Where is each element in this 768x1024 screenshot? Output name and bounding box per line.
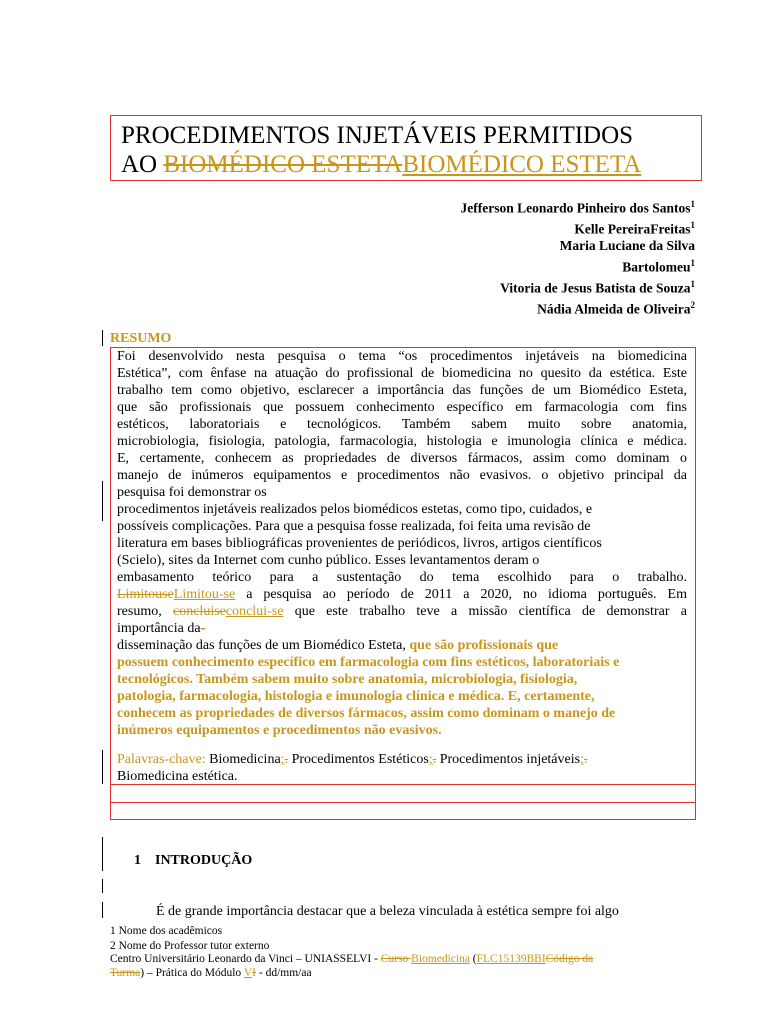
author-line: Vitoria de Jesus Batista de Souza$^1$ (500, 278, 695, 295)
change-bar-intro (102, 837, 103, 871)
resumo-heading: RESUMO (110, 331, 172, 346)
deleted-text: concluise (173, 604, 226, 619)
change-bar-intro2 (102, 879, 103, 893)
document-title (121, 121, 681, 179)
abstract-line: importância da- (117, 621, 206, 636)
change-bar-body (102, 902, 103, 918)
abstract-bold-line: patologia, farmacologia, histologia e imunologia clínica e médica. E, certamente, (117, 689, 595, 704)
abstract-line: procedimentos injetáveis realizados pelos biomédicos estetas, como tipo, cuidados, e (117, 502, 593, 517)
keywords (117, 751, 687, 785)
footer-institution: Centro Universitário Leonardo da Vinci – UNIASSELVI - Curso Biomedicina (FLC15139BBICódigo da (110, 953, 594, 965)
author-line: Jefferson Leonardo Pinheiro dos Santos$^1$ (460, 199, 695, 216)
deleted-text: Limitouse (117, 587, 174, 602)
abstract-box-row (110, 802, 696, 820)
abstract-line: manejo de inúmeros equipamentos e procedimentos não evasivos. o objetivo principal da (117, 468, 687, 483)
abstract-text (117, 348, 687, 739)
inserted-text: conclui-se (225, 604, 284, 619)
abstract-line: Estética”, com ênfase na atuação do profissional de biomedicina no quesito da estética. Este (117, 366, 687, 381)
abstract-line: Foi desenvolvido nesta pesquisa o tema “os procedimentos injetáveis na biomedicina (117, 349, 687, 364)
author-line: Kelle PereiraFreitas$^1$ (574, 220, 695, 237)
abstract-line: resumo, concluiseconclui-se que este trabalho teve a missão científica de demonstrar a (117, 604, 687, 619)
author-line: Nádia Almeida de Oliveira$^2$ (537, 299, 695, 316)
abstract-line: disseminação das funções de um Biomédico Esteta, que são profissionais que (117, 638, 559, 653)
abstract-line: que são profissionais que possuem conhecimento específico em farmacologia com fins (117, 400, 687, 415)
footer-module: Turma) – Prática do Módulo VI - dd/mm/aa (110, 967, 312, 979)
abstract-bold-line: conhecem as propriedades de diversos fármacos, assim como dominam o manejo de (117, 706, 616, 721)
title-deleted-text: BIOMÉDICO ESTETA (163, 151, 403, 178)
abstract-bold-line: inúmeros equipamentos e procedimentos não evasivos. (117, 723, 442, 738)
keywords-line: Palavras-chave: Biomedicina;. Procedimentos Estéticos;. Procedimentos injetáveis;. (117, 752, 588, 767)
highlighted-text: que são profissionais que (409, 638, 559, 653)
title-line-2: AO BIOMÉDICO ESTETABIOMÉDICO ESTETA (121, 151, 642, 178)
abstract-line: trabalho tem como objetivo, esclarecer a importância das funções de um Biomédico Esteta, (117, 383, 687, 398)
body-paragraph: É de grande importância destacar que a beleza vinculada à estética sempre foi algo (156, 904, 619, 919)
abstract-line: LimitouseLimitou-se a pesquisa ao período de 2011 a 2020, no idioma português. Em (117, 587, 687, 602)
keywords-line: Biomedicina estética. (117, 769, 238, 784)
abstract-bold-line: tecnológicos. Também sabem muito sobre anatomia, microbiologia, fisiologia, (117, 672, 578, 687)
deleted-text: - (200, 621, 206, 636)
abstract-line: (Scielo), sites da Internet com cunho público. Esses levantamentos deram o (117, 553, 540, 568)
abstract-bold-line: possuem conhecimento específico em farmacologia com fins estéticos, laboratoriais e (117, 655, 620, 670)
footnote-2: 2 Nome do Professor tutor externo (110, 940, 270, 952)
abstract-line: literatura em bases bibliográficas provenientes de periódicos, livros, artigos científicos (117, 536, 602, 551)
abstract-line: pesquisa foi demonstrar os (117, 485, 267, 500)
abstract-line: possíveis complicações. Para que a pesquisa fosse realizada, foi feita uma revisão de (117, 519, 591, 534)
footnote-1: 1 Nome dos acadêmicos (110, 925, 223, 937)
abstract-line: E, certamente, conhecem as propriedades de diversos fármacos, assim como dominam o (117, 451, 687, 466)
author-line: Maria Luciane da Silva (559, 238, 695, 253)
keywords-label: Palavras-chave: (117, 752, 206, 767)
title-inserted-text: BIOMÉDICO ESTETA (402, 151, 642, 178)
title-line-1: PROCEDIMENTOS INJETÁVEIS PERMITIDOS (121, 122, 634, 149)
abstract-line: microbiologia, fisiologia, patologia, farmacologia, histologia e imunologia clínica e médica. (117, 434, 687, 449)
section-heading: 1 INTRODUÇÃO (134, 853, 253, 868)
inserted-text: Limitou-se (173, 587, 236, 602)
authors-block (460, 196, 695, 318)
abstract-box-row (110, 784, 696, 803)
change-bar-resumo (102, 330, 103, 346)
abstract-line: estéticos, laboratoriais e tecnológicos. Também sabem muito sobre anatomia, (117, 417, 687, 432)
change-bar-abstract (102, 481, 103, 521)
abstract-line: embasamento teórico para a sustentação do tema escolhido para o trabalho. (117, 570, 687, 585)
change-bar-keywords (102, 750, 103, 784)
author-line: Bartolomeu$^1$ (622, 257, 695, 274)
